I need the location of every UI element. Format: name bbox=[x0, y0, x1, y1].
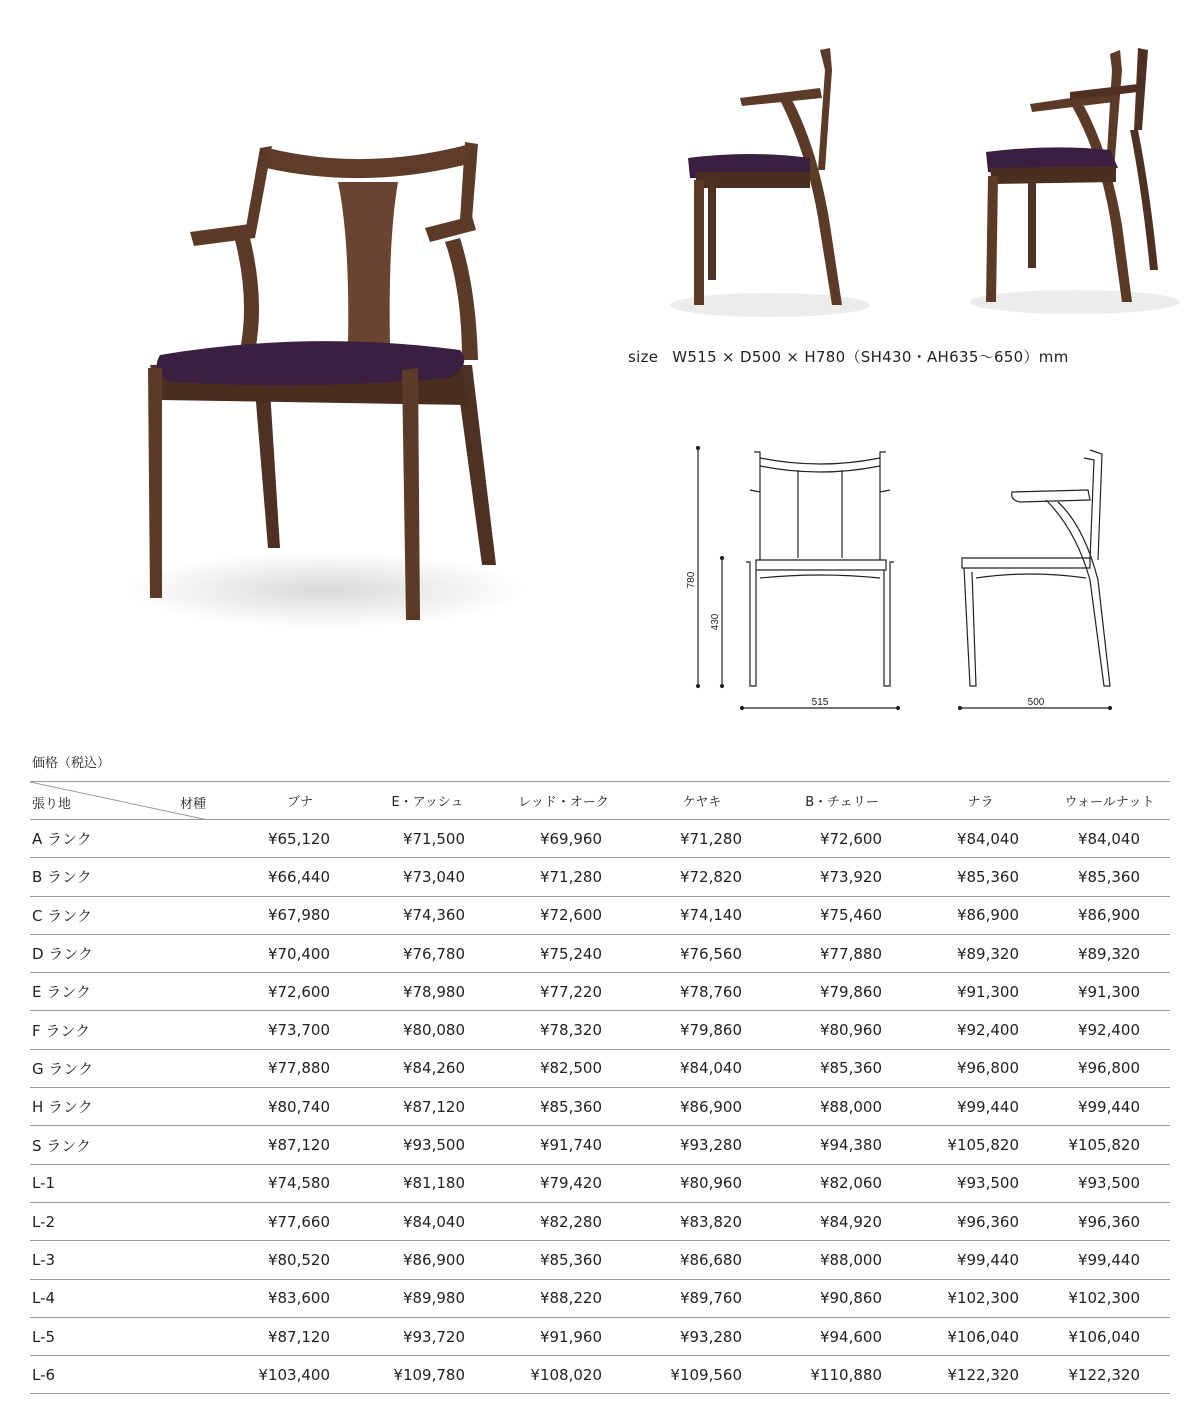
side-drawing-labels bbox=[940, 430, 1140, 720]
price-cell: ¥122,320 bbox=[912, 1356, 1049, 1394]
price-cell: ¥83,820 bbox=[632, 1202, 772, 1240]
price-cell: ¥72,600 bbox=[495, 896, 632, 934]
price-cell: ¥65,120 bbox=[240, 820, 360, 858]
price-cell: ¥72,600 bbox=[240, 973, 360, 1011]
price-cell: ¥84,040 bbox=[912, 820, 1049, 858]
price-cell: ¥76,780 bbox=[360, 934, 495, 972]
price-cell: ¥89,320 bbox=[912, 934, 1049, 972]
price-cell: ¥91,960 bbox=[495, 1317, 632, 1355]
table-row bbox=[30, 858, 1170, 896]
price-cell: ¥99,440 bbox=[912, 1088, 1049, 1126]
price-cell: ¥67,980 bbox=[240, 896, 360, 934]
table-row bbox=[30, 896, 1170, 934]
price-cell: ¥84,040 bbox=[360, 1202, 495, 1240]
price-cell: ¥77,880 bbox=[240, 1049, 360, 1087]
table-row bbox=[30, 1011, 1170, 1049]
price-cell: ¥106,040 bbox=[1049, 1317, 1170, 1355]
front-drawing-labels bbox=[680, 430, 920, 720]
rank-cell: B ランク bbox=[30, 858, 240, 896]
chair-side-photo bbox=[660, 40, 880, 320]
price-cell: ¥87,120 bbox=[240, 1126, 360, 1164]
price-cell: ¥96,360 bbox=[1049, 1202, 1170, 1240]
price-cell: ¥86,900 bbox=[1049, 896, 1170, 934]
price-cell: ¥82,500 bbox=[495, 1049, 632, 1087]
size-label: size bbox=[628, 348, 659, 366]
price-cell: ¥89,760 bbox=[632, 1279, 772, 1317]
price-cell: ¥71,280 bbox=[495, 858, 632, 896]
price-cell: ¥93,500 bbox=[1049, 1164, 1170, 1202]
price-cell: ¥96,360 bbox=[912, 1202, 1049, 1240]
price-cell: ¥122,320 bbox=[1049, 1356, 1170, 1394]
rank-cell: F ランク bbox=[30, 1011, 240, 1049]
price-cell: ¥77,660 bbox=[240, 1202, 360, 1240]
price-cell: ¥72,820 bbox=[632, 858, 772, 896]
price-cell: ¥96,800 bbox=[1049, 1049, 1170, 1087]
price-cell: ¥88,000 bbox=[772, 1088, 912, 1126]
price-cell: ¥81,180 bbox=[360, 1164, 495, 1202]
rank-cell: D ランク bbox=[30, 934, 240, 972]
table-row bbox=[30, 1202, 1170, 1240]
table-row bbox=[30, 1126, 1170, 1164]
header-corner-cell bbox=[30, 782, 240, 820]
rank-cell: E ランク bbox=[30, 973, 240, 1011]
price-cell: ¥108,020 bbox=[495, 1356, 632, 1394]
table-row bbox=[30, 934, 1170, 972]
column-header: ナラ bbox=[912, 782, 1049, 820]
price-cell: ¥93,280 bbox=[632, 1126, 772, 1164]
column-header: E・アッシュ bbox=[360, 782, 495, 820]
dim-width-label: 515 bbox=[811, 697, 829, 708]
price-cell: ¥82,280 bbox=[495, 1202, 632, 1240]
price-cell: ¥109,560 bbox=[632, 1356, 772, 1394]
column-header: ウォールナット bbox=[1049, 782, 1170, 820]
price-cell: ¥80,520 bbox=[240, 1241, 360, 1279]
price-cell: ¥83,600 bbox=[240, 1279, 360, 1317]
price-cell: ¥74,360 bbox=[360, 896, 495, 934]
rank-cell: S ランク bbox=[30, 1126, 240, 1164]
price-cell: ¥86,900 bbox=[360, 1241, 495, 1279]
column-header: ブナ bbox=[240, 782, 360, 820]
price-cell: ¥78,320 bbox=[495, 1011, 632, 1049]
price-table bbox=[30, 781, 1170, 1394]
price-cell: ¥84,920 bbox=[772, 1202, 912, 1240]
price-table-body bbox=[30, 820, 1170, 1394]
price-cell: ¥105,820 bbox=[912, 1126, 1049, 1164]
price-cell: ¥93,500 bbox=[912, 1164, 1049, 1202]
dim-seat-height-label: 430 bbox=[710, 613, 721, 631]
table-row bbox=[30, 1049, 1170, 1087]
price-cell: ¥91,300 bbox=[1049, 973, 1170, 1011]
price-cell: ¥93,500 bbox=[360, 1126, 495, 1164]
table-row bbox=[30, 973, 1170, 1011]
table-row bbox=[30, 1088, 1170, 1126]
price-cell: ¥110,880 bbox=[772, 1356, 912, 1394]
price-cell: ¥70,400 bbox=[240, 934, 360, 972]
header-material: 材種 bbox=[180, 797, 207, 812]
price-cell: ¥99,440 bbox=[1049, 1088, 1170, 1126]
header-upholstery: 張り地 bbox=[32, 797, 72, 812]
price-cell: ¥89,320 bbox=[1049, 934, 1170, 972]
price-cell: ¥78,760 bbox=[632, 973, 772, 1011]
price-cell: ¥82,060 bbox=[772, 1164, 912, 1202]
price-cell: ¥84,040 bbox=[632, 1049, 772, 1087]
price-cell: ¥89,980 bbox=[360, 1279, 495, 1317]
price-cell: ¥80,740 bbox=[240, 1088, 360, 1126]
rank-cell: L-1 bbox=[30, 1164, 240, 1202]
price-cell: ¥93,720 bbox=[360, 1317, 495, 1355]
table-row bbox=[30, 1279, 1170, 1317]
price-cell: ¥96,800 bbox=[912, 1049, 1049, 1087]
rank-cell: H ランク bbox=[30, 1088, 240, 1126]
price-cell: ¥77,220 bbox=[495, 973, 632, 1011]
price-cell: ¥86,680 bbox=[632, 1241, 772, 1279]
price-cell: ¥73,040 bbox=[360, 858, 495, 896]
price-cell: ¥78,980 bbox=[360, 973, 495, 1011]
table-row bbox=[30, 1317, 1170, 1355]
dim-height-label: 780 bbox=[686, 571, 697, 589]
price-cell: ¥85,360 bbox=[1049, 858, 1170, 896]
table-row bbox=[30, 1241, 1170, 1279]
price-cell: ¥102,300 bbox=[1049, 1279, 1170, 1317]
price-cell: ¥109,780 bbox=[360, 1356, 495, 1394]
rank-cell: L-6 bbox=[30, 1356, 240, 1394]
chair-side-angle-photo bbox=[960, 40, 1190, 320]
price-caption: 価格（税込） bbox=[32, 756, 111, 771]
chair-front-photo bbox=[110, 120, 530, 640]
price-cell: ¥79,860 bbox=[632, 1011, 772, 1049]
price-cell: ¥75,240 bbox=[495, 934, 632, 972]
size-spec bbox=[628, 346, 1069, 367]
rank-cell: G ランク bbox=[30, 1049, 240, 1087]
price-cell: ¥66,440 bbox=[240, 858, 360, 896]
price-cell: ¥87,120 bbox=[240, 1317, 360, 1355]
column-header: B・チェリー bbox=[772, 782, 912, 820]
price-cell: ¥90,860 bbox=[772, 1279, 912, 1317]
price-cell: ¥103,400 bbox=[240, 1356, 360, 1394]
price-cell: ¥86,900 bbox=[912, 896, 1049, 934]
price-cell: ¥71,500 bbox=[360, 820, 495, 858]
table-header-row bbox=[30, 782, 1170, 820]
size-value: W515 × D500 × H780（SH430・AH635〜650）mm bbox=[672, 348, 1069, 366]
price-cell: ¥75,460 bbox=[772, 896, 912, 934]
price-cell: ¥80,960 bbox=[772, 1011, 912, 1049]
price-cell: ¥77,880 bbox=[772, 934, 912, 972]
price-cell: ¥92,400 bbox=[912, 1011, 1049, 1049]
price-cell: ¥94,380 bbox=[772, 1126, 912, 1164]
price-cell: ¥87,120 bbox=[360, 1088, 495, 1126]
price-cell: ¥71,280 bbox=[632, 820, 772, 858]
price-cell: ¥76,560 bbox=[632, 934, 772, 972]
column-header: レッド・オーク bbox=[495, 782, 632, 820]
price-cell: ¥74,580 bbox=[240, 1164, 360, 1202]
price-cell: ¥80,960 bbox=[632, 1164, 772, 1202]
price-cell: ¥91,740 bbox=[495, 1126, 632, 1164]
price-cell: ¥102,300 bbox=[912, 1279, 1049, 1317]
table-row bbox=[30, 820, 1170, 858]
price-cell: ¥94,600 bbox=[772, 1317, 912, 1355]
price-cell: ¥85,360 bbox=[772, 1049, 912, 1087]
price-cell: ¥88,220 bbox=[495, 1279, 632, 1317]
price-cell: ¥69,960 bbox=[495, 820, 632, 858]
price-cell: ¥99,440 bbox=[1049, 1241, 1170, 1279]
price-cell: ¥93,280 bbox=[632, 1317, 772, 1355]
price-cell: ¥85,360 bbox=[495, 1088, 632, 1126]
price-cell: ¥79,420 bbox=[495, 1164, 632, 1202]
price-cell: ¥72,600 bbox=[772, 820, 912, 858]
price-cell: ¥88,000 bbox=[772, 1241, 912, 1279]
rank-cell: L-2 bbox=[30, 1202, 240, 1240]
dim-depth-label: 500 bbox=[1027, 697, 1045, 708]
price-cell: ¥84,040 bbox=[1049, 820, 1170, 858]
column-header: ケヤキ bbox=[632, 782, 772, 820]
price-cell: ¥105,820 bbox=[1049, 1126, 1170, 1164]
price-cell: ¥74,140 bbox=[632, 896, 772, 934]
price-cell: ¥106,040 bbox=[912, 1317, 1049, 1355]
price-cell: ¥73,920 bbox=[772, 858, 912, 896]
table-row bbox=[30, 1164, 1170, 1202]
price-cell: ¥86,900 bbox=[632, 1088, 772, 1126]
rank-cell: L-4 bbox=[30, 1279, 240, 1317]
table-row bbox=[30, 1356, 1170, 1394]
rank-cell: A ランク bbox=[30, 820, 240, 858]
rank-cell: L-3 bbox=[30, 1241, 240, 1279]
rank-cell: L-5 bbox=[30, 1317, 240, 1355]
price-cell: ¥80,080 bbox=[360, 1011, 495, 1049]
price-cell: ¥85,360 bbox=[495, 1241, 632, 1279]
rank-cell: C ランク bbox=[30, 896, 240, 934]
price-cell: ¥84,260 bbox=[360, 1049, 495, 1087]
price-cell: ¥85,360 bbox=[912, 858, 1049, 896]
price-cell: ¥91,300 bbox=[912, 973, 1049, 1011]
price-cell: ¥79,860 bbox=[772, 973, 912, 1011]
price-cell: ¥73,700 bbox=[240, 1011, 360, 1049]
price-cell: ¥99,440 bbox=[912, 1241, 1049, 1279]
price-cell: ¥92,400 bbox=[1049, 1011, 1170, 1049]
